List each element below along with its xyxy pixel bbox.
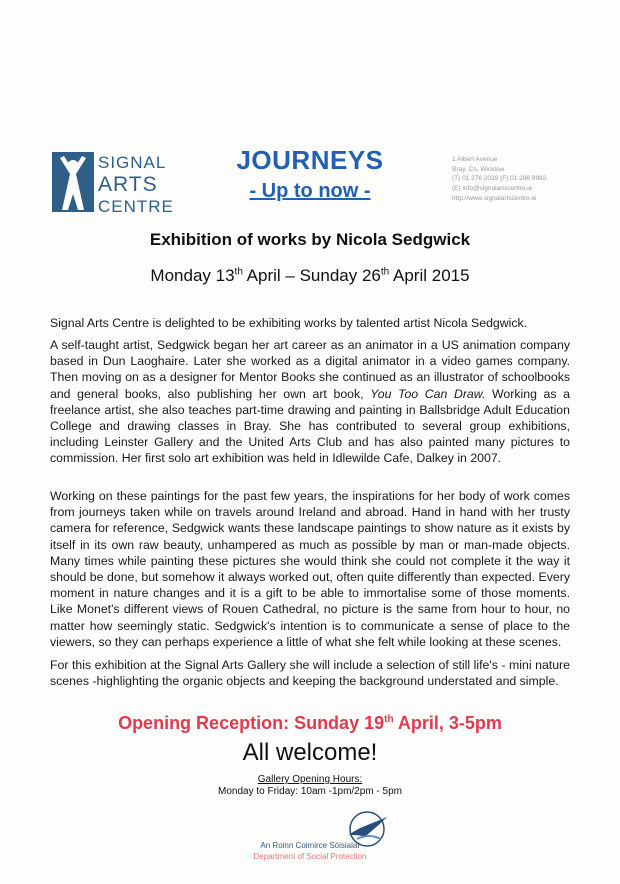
exhibition-dates: [0, 266, 620, 286]
biography-paragraph: [50, 337, 570, 467]
opening-reception: [0, 713, 620, 734]
book-title: You Too Can Draw.: [370, 386, 486, 401]
gallery-hours-title: Gallery Opening Hours:: [257, 774, 363, 785]
phone-line: (T) 01 276 2039 (F) 01 286 9982: [452, 175, 547, 183]
exhibition-title: JOURNEYS: [236, 145, 384, 175]
logo-word-centre: CENTRE: [98, 197, 174, 216]
exhibition-subtitle: - Up to now -: [249, 180, 371, 202]
date-start-suffix: th: [234, 266, 243, 278]
date-end: April 2015: [389, 266, 470, 285]
date-start: Monday 13: [150, 266, 235, 285]
reception-time: April, 3-5pm: [393, 713, 502, 733]
logo-figure-icon: [52, 152, 94, 212]
inspiration-paragraph: Working on these paintings for the past few years, the inspirations for her body of work comes from journeys taken while on travels around Ireland and abroad. Hand in hand with her trusty camera for reference, Sedgwick wants these landscape paintings to show nature as it exists by itself in its own raw beauty, unhampered as much as possible by man or man-made objects. Many times while painting these pictures she would think she could not complete it the way it should be done, but somehow it always worked out, often quite differently than expected. Every moment in nature changes and it is a gift to be able to immortalise some of those moments. Like Monet's different views of Rouen Cathedral, no picture is the same from hour to hour, no matter how seemingly static. Sedgwick's intention is to communicate a sense of place to the viewers, so they can perhaps experience a little of what she felt while looking at these scenes.: [50, 489, 570, 649]
exhibition-heading: Exhibition of works by Nicola Sedgwick: [149, 230, 471, 249]
address-line: 1 Albert Avenue: [452, 156, 498, 163]
address-block: [452, 155, 612, 204]
logo-word-arts: ARTS: [98, 173, 158, 196]
all-welcome: All welcome!: [242, 739, 378, 766]
logo-word-signal: SIGNAL: [98, 153, 167, 172]
gallery-hours: Monday to Friday: 10am -1pm/2pm - 5pm: [218, 786, 402, 797]
address-line: Bray, Co. Wicklow: [452, 165, 505, 173]
email-line: (E) info@signalartscentre.ie: [452, 185, 533, 193]
department-name-irish: An Roinn Coimirce Sóisialaí: [260, 841, 360, 850]
website-line: http://www.signalartscentre.ie: [452, 194, 537, 202]
date-mid: April – Sunday 26: [242, 266, 381, 285]
signal-arts-centre-logo: [52, 152, 172, 216]
biography-text-continued: Working as a freelance artist, she also teaches part-time drawing and painting in Ballsbridge Adult Education College and drawing classes in Bray. She has contributed to several group exhibitions, including Leinster Gallery and the United Arts Club and has also painted many pictures to commission. Her first solo art exhibition was held in Idlewilde Cafe, Dalkey in 2007.: [50, 386, 571, 466]
reception-date: Opening Reception: Sunday 19: [118, 713, 385, 733]
reception-date-suffix: th: [384, 714, 394, 725]
biography-text: A self-taught artist, Sedgwick began her art career as an animator in a US animation company based in Dun Laoghaire. Later she worked as a digital animator in a video games company. Then moving on as a designer for Mentor Books she continued as an illustrator of schoolbooks and general books, also publishing her own art book,: [50, 338, 570, 401]
department-name-english: Department of Social Protection: [253, 852, 367, 861]
exhibition-paragraph: For this exhibition at the Signal Arts Gallery she will include a selection of still life's - mini nature scenes -highlighting the organic objects and keeping the background understated and simple.: [50, 658, 570, 689]
date-end-suffix: th: [380, 266, 390, 278]
intro-paragraph: Signal Arts Centre is delighted to be exhibiting works by talented artist Nicola Sedgwick.: [50, 316, 528, 330]
